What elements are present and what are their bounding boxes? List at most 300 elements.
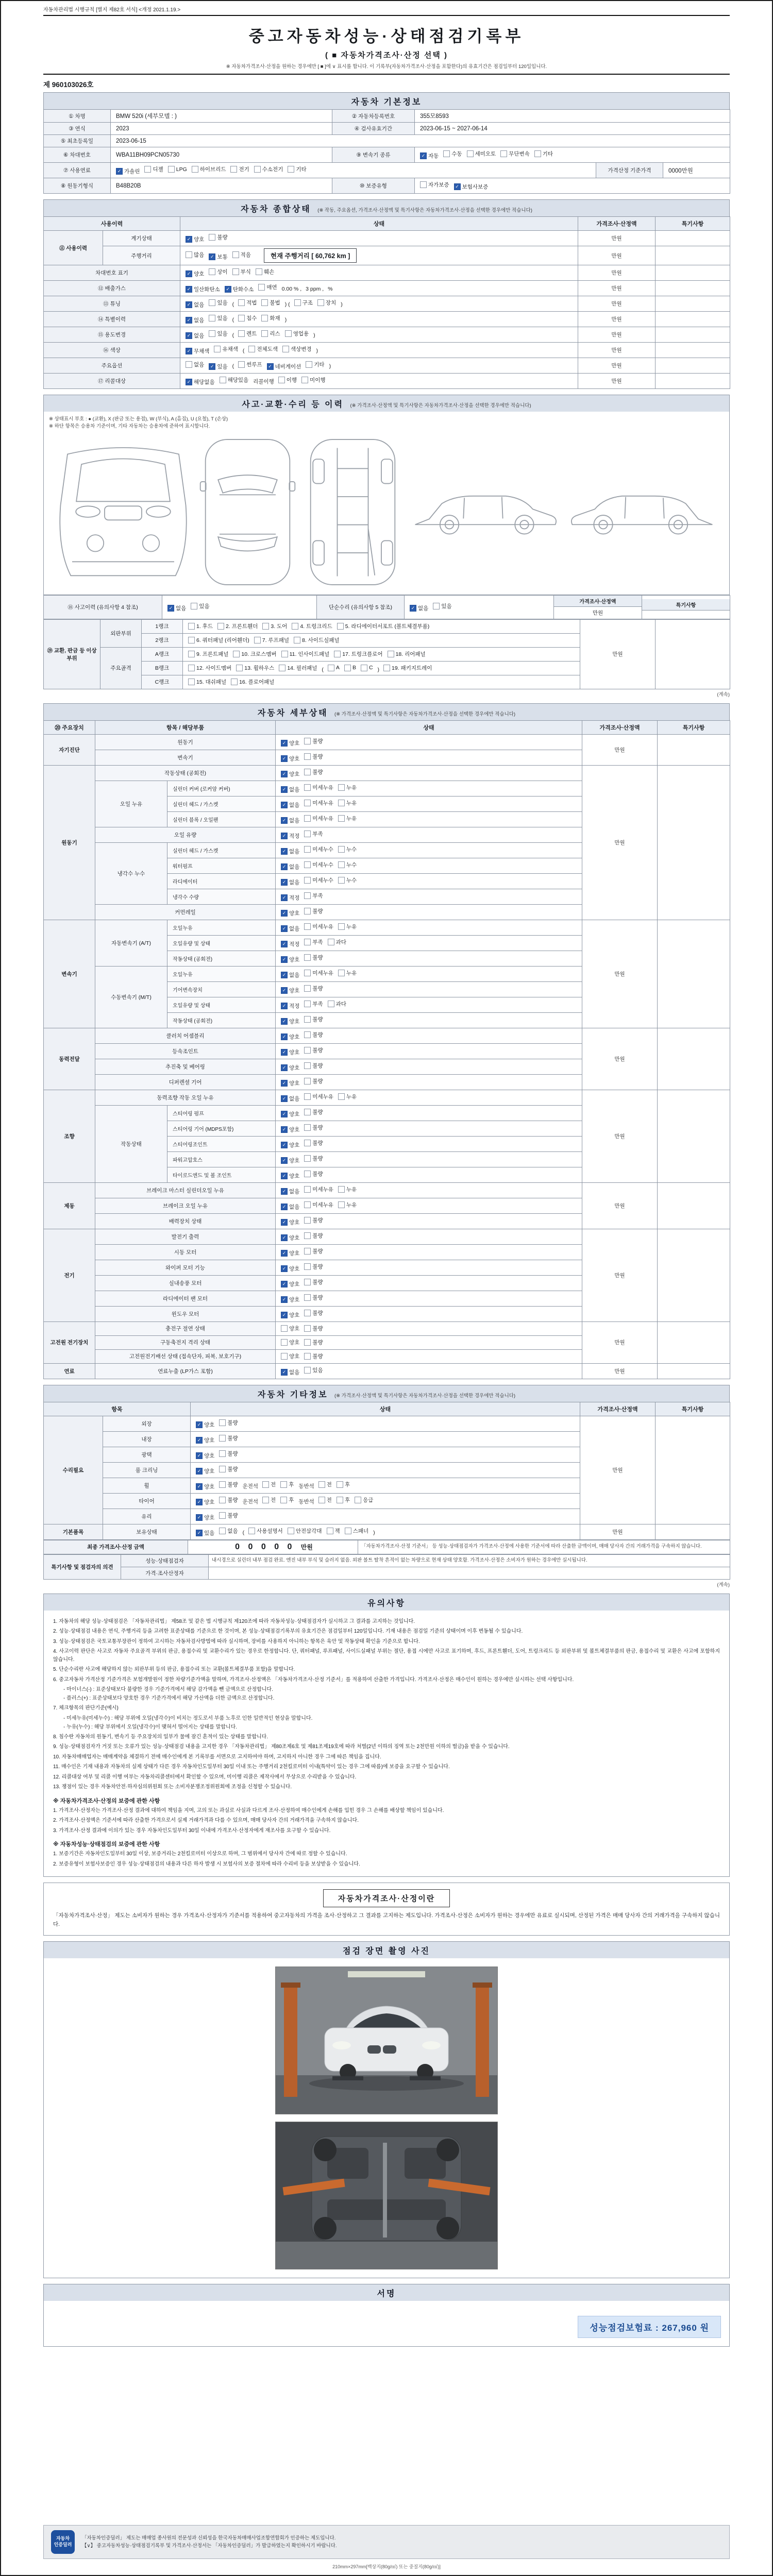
status-checkbox[interactable] — [383, 664, 432, 672]
checkbox-box-icon — [338, 877, 345, 884]
status-checkbox[interactable] — [217, 622, 258, 630]
status-checkbox[interactable] — [248, 1527, 283, 1535]
status-checkbox[interactable] — [317, 299, 336, 307]
checkbox-box-icon — [338, 923, 345, 930]
checkbox-label: 양호 — [194, 271, 205, 277]
status-checkbox[interactable] — [168, 166, 187, 173]
status-checkbox[interactable] — [304, 1216, 323, 1224]
status-checkbox[interactable] — [280, 1496, 294, 1504]
appraiser-role-label: 가격·조사산정자 — [121, 1567, 209, 1579]
status-checkbox[interactable] — [261, 330, 280, 337]
item-label: 연료누출 (LP가스 포함) — [95, 1363, 276, 1379]
status-checkbox[interactable] — [232, 268, 251, 276]
status-checkbox[interactable] — [196, 1529, 214, 1537]
note-cell — [658, 1321, 730, 1363]
checkbox-box-icon: ✓ — [196, 1421, 203, 1428]
checkbox-box-icon — [345, 1528, 351, 1534]
checkbox-box-icon — [301, 377, 308, 383]
status-checkbox[interactable] — [337, 622, 430, 630]
status-cell — [276, 1306, 582, 1321]
status-checkbox[interactable] — [338, 784, 357, 791]
status-checkbox[interactable] — [232, 251, 251, 259]
device-group-label: 전기 — [44, 1229, 95, 1321]
status-checkbox[interactable] — [186, 251, 204, 259]
checkbox-box-icon — [383, 665, 390, 671]
status-checkbox[interactable] — [281, 1157, 299, 1164]
checkbox-label: 전기 — [239, 166, 249, 173]
status-checkbox[interactable] — [304, 938, 323, 946]
checkbox-label: 불량 — [312, 1294, 323, 1301]
status-checkbox[interactable] — [500, 150, 530, 158]
status-checkbox[interactable] — [304, 753, 323, 760]
col-header-note: 특기사항 — [656, 1402, 730, 1416]
checkbox-box-icon: ✓ — [281, 1142, 288, 1148]
status-checkbox[interactable] — [467, 150, 496, 158]
status-checkbox[interactable] — [281, 1249, 299, 1257]
status-checkbox[interactable] — [262, 622, 287, 630]
status-checkbox[interactable] — [304, 1338, 323, 1346]
status-checkbox[interactable] — [355, 1496, 373, 1504]
checkbox-label: 불량 — [312, 1310, 323, 1316]
checkbox-box-icon — [355, 1497, 361, 1503]
status-checkbox[interactable] — [281, 739, 299, 747]
status-checkbox[interactable] — [209, 314, 227, 322]
status-checkbox[interactable] — [328, 1000, 346, 1008]
status-checkbox[interactable] — [306, 361, 324, 368]
checkbox-label: 부족 — [312, 1001, 323, 1007]
status-checkbox[interactable] — [238, 314, 257, 322]
status-checkbox[interactable] — [318, 1481, 332, 1488]
checkbox-box-icon — [328, 1001, 334, 1007]
checkbox-label: 장치 — [325, 300, 337, 306]
status-checkbox[interactable] — [167, 604, 186, 612]
status-checkbox[interactable] — [209, 233, 227, 241]
status-checkbox[interactable] — [304, 784, 333, 791]
status-checkbox[interactable] — [285, 330, 309, 337]
price-cell: 만원 — [582, 920, 658, 1028]
status-checkbox[interactable] — [219, 1419, 238, 1427]
status-checkbox[interactable] — [304, 1263, 323, 1270]
status-checkbox[interactable] — [304, 1247, 323, 1255]
checkbox-box-icon — [334, 651, 341, 657]
status-checkbox[interactable] — [338, 861, 357, 869]
status-checkbox[interactable] — [281, 755, 299, 762]
accident-status-row — [44, 595, 730, 619]
status-checkbox[interactable] — [281, 1265, 299, 1273]
final-price-digits: 0 0 0 0 0 — [235, 1542, 295, 1551]
status-checkbox[interactable] — [281, 1126, 299, 1133]
status-checkbox[interactable] — [281, 1095, 299, 1103]
status-checkbox[interactable] — [304, 907, 323, 915]
status-checkbox[interactable] — [338, 876, 357, 884]
status-checkbox[interactable] — [281, 1018, 299, 1025]
status-cell — [276, 1229, 582, 1244]
status-checkbox[interactable] — [281, 940, 299, 948]
status-cell — [276, 1291, 582, 1306]
checkbox-box-icon: ✓ — [281, 1173, 288, 1179]
status-checkbox[interactable] — [281, 650, 330, 658]
status-checkbox[interactable] — [292, 622, 332, 630]
status-checkbox[interactable] — [304, 1185, 333, 1193]
checkbox-label: 3. 도어 — [271, 623, 288, 630]
part-label: 스티어링조인트 — [167, 1136, 276, 1151]
status-checkbox[interactable] — [301, 376, 325, 384]
status-checkbox[interactable] — [281, 1203, 299, 1211]
status-checkbox[interactable] — [337, 1496, 350, 1504]
checkbox-box-icon: ✓ — [281, 1080, 288, 1087]
status-checkbox[interactable] — [338, 969, 357, 977]
status-checkbox[interactable] — [304, 892, 323, 900]
status-checkbox[interactable] — [188, 664, 231, 672]
status-checkbox[interactable] — [186, 347, 209, 355]
status-checkbox[interactable] — [281, 1048, 299, 1056]
status-checkbox[interactable] — [238, 299, 257, 307]
status-checkbox[interactable] — [338, 1201, 357, 1209]
status-checkbox[interactable] — [267, 363, 301, 370]
status-checkbox[interactable] — [281, 1172, 299, 1180]
status-checkbox[interactable] — [304, 1077, 323, 1085]
price-cell: 만원 — [582, 1090, 658, 1182]
status-checkbox[interactable] — [304, 1278, 323, 1286]
checkbox-box-icon — [231, 679, 238, 685]
status-checkbox[interactable] — [304, 1108, 323, 1116]
status-checkbox[interactable] — [304, 1201, 333, 1209]
checkbox-box-icon: ✓ — [267, 363, 274, 370]
checkbox-box-icon — [219, 1497, 226, 1503]
status-checkbox[interactable] — [233, 650, 276, 658]
checkbox-label: 양호 — [204, 1452, 215, 1459]
checkbox-box-icon — [248, 1528, 255, 1534]
status-checkbox[interactable] — [209, 363, 227, 370]
status-cell — [276, 935, 582, 951]
status-checkbox[interactable] — [304, 768, 323, 776]
status-checkbox[interactable] — [196, 1436, 214, 1444]
status-checkbox[interactable] — [238, 330, 257, 337]
status-checkbox[interactable] — [281, 1110, 299, 1118]
checkbox-label: 양호 — [289, 1173, 300, 1179]
detail-row — [44, 1321, 730, 1335]
checkbox-label: 불량 — [312, 1325, 323, 1332]
status-checkbox[interactable] — [254, 636, 289, 644]
part-label: 스티어링 기어 (MDPS포함) — [167, 1121, 276, 1136]
status-checkbox[interactable] — [345, 1527, 368, 1535]
status-checkbox[interactable] — [220, 376, 249, 384]
status-checkbox[interactable] — [281, 925, 299, 933]
status-checkbox[interactable] — [196, 1498, 214, 1506]
status-checkbox[interactable] — [209, 268, 227, 276]
status-checkbox[interactable] — [219, 1434, 238, 1442]
status-checkbox[interactable] — [219, 1465, 238, 1473]
detail-row — [44, 1028, 730, 1043]
status-checkbox[interactable] — [294, 299, 313, 307]
checkbox-label: 불량 — [312, 954, 323, 961]
status-checkbox[interactable] — [281, 817, 299, 824]
status-checkbox[interactable] — [281, 848, 299, 855]
status-checkbox[interactable] — [281, 1352, 299, 1360]
checkbox-label: 불량 — [227, 1481, 238, 1488]
status-checkbox[interactable] — [144, 165, 163, 173]
checkbox-box-icon: ✓ — [281, 910, 288, 917]
status-checkbox[interactable] — [262, 1496, 276, 1504]
status-checkbox[interactable] — [219, 1481, 238, 1488]
status-checkbox[interactable] — [281, 894, 299, 902]
status-checkbox[interactable] — [304, 1325, 323, 1332]
status-checkbox[interactable] — [209, 253, 227, 261]
status-checkbox[interactable] — [225, 285, 254, 293]
checkbox-box-icon — [219, 1450, 226, 1457]
status-checkbox[interactable] — [304, 1352, 323, 1360]
comprehensive-table — [43, 216, 730, 389]
paper-spec-note: 210mm×297mm[백상지(80g/㎡) 또는 중질지(80g/㎡)] — [332, 2564, 441, 2569]
status-checkbox[interactable] — [186, 285, 220, 293]
status-checkbox[interactable] — [304, 954, 323, 961]
status-checkbox[interactable] — [304, 1170, 323, 1178]
status-checkbox[interactable] — [219, 1496, 238, 1504]
status-checkbox[interactable] — [304, 1294, 323, 1301]
status-cell — [276, 1260, 582, 1275]
status-checkbox[interactable] — [410, 604, 428, 612]
appraiser-opinion-text — [209, 1567, 730, 1579]
checkbox-label: 2. 프론트휀더 — [225, 623, 258, 630]
status-checkbox[interactable] — [288, 165, 306, 173]
checkbox-label: 불량 — [227, 1512, 238, 1519]
status-checkbox[interactable] — [116, 167, 140, 175]
status-checkbox[interactable] — [304, 876, 333, 884]
status-checkbox[interactable] — [304, 1093, 333, 1100]
status-checkbox[interactable] — [288, 1527, 322, 1535]
status-checkbox[interactable] — [196, 1483, 214, 1490]
checkbox-box-icon: ✓ — [281, 1157, 288, 1164]
status-checkbox[interactable] — [248, 345, 278, 353]
status-checkbox[interactable] — [281, 1325, 299, 1332]
status-checkbox[interactable] — [304, 1309, 323, 1317]
status-checkbox[interactable] — [328, 938, 346, 946]
status-checkbox[interactable] — [281, 1280, 299, 1288]
status-checkbox[interactable] — [281, 1218, 299, 1226]
status-checkbox[interactable] — [186, 270, 204, 278]
status-checkbox[interactable] — [188, 636, 249, 644]
price-cell: 만원 — [580, 619, 656, 689]
status-checkbox[interactable] — [337, 1481, 350, 1488]
note-cell — [656, 1416, 730, 1524]
status-checkbox[interactable] — [209, 299, 227, 307]
status-checkbox[interactable] — [281, 1141, 299, 1149]
status-checkbox[interactable] — [186, 361, 204, 368]
status-checkbox[interactable] — [304, 969, 333, 977]
status-checkbox[interactable] — [420, 152, 439, 160]
status-checkbox[interactable] — [281, 863, 299, 871]
status-checkbox[interactable] — [282, 345, 312, 353]
checkbox-box-icon — [304, 1093, 311, 1100]
status-checkbox[interactable] — [304, 1015, 323, 1023]
field-value — [111, 163, 596, 178]
status-checkbox[interactable] — [304, 985, 323, 992]
status-checkbox[interactable] — [433, 602, 451, 610]
status-checkbox[interactable] — [304, 1000, 323, 1008]
status-checkbox[interactable] — [304, 1232, 323, 1240]
status-checkbox[interactable] — [279, 664, 317, 672]
status-checkbox[interactable] — [294, 636, 340, 644]
status-checkbox[interactable] — [281, 770, 299, 778]
checkbox-label: 양호 — [289, 1312, 300, 1318]
status-checkbox[interactable] — [281, 987, 299, 994]
status-checkbox[interactable] — [443, 150, 462, 158]
item-label: 냉각수 누수 — [95, 842, 167, 904]
status-checkbox[interactable] — [281, 909, 299, 917]
document-title: 중고자동차성능·상태점검기록부 — [248, 27, 525, 45]
status-checkbox[interactable] — [304, 1031, 323, 1039]
status-checkbox[interactable] — [281, 971, 299, 979]
status-checkbox[interactable] — [388, 650, 426, 658]
status-checkbox[interactable] — [281, 1368, 299, 1376]
status-checkbox[interactable] — [338, 845, 357, 853]
status-checkbox[interactable] — [304, 923, 333, 930]
status-checkbox[interactable] — [219, 1512, 238, 1519]
status-checkbox[interactable] — [304, 830, 323, 838]
status-checkbox[interactable] — [361, 665, 373, 671]
status-checkbox[interactable] — [188, 678, 226, 686]
status-checkbox[interactable] — [304, 1366, 323, 1374]
status-checkbox[interactable] — [281, 832, 299, 840]
status-checkbox[interactable] — [188, 650, 228, 658]
status-checkbox[interactable] — [196, 1452, 214, 1460]
part-label: 실린더 블록 / 오일팬 — [167, 811, 276, 827]
status-checkbox[interactable] — [209, 330, 227, 337]
status-checkbox[interactable] — [304, 799, 333, 807]
checkbox-box-icon: ✓ — [410, 605, 416, 612]
status-cell — [180, 312, 578, 327]
checkbox-label: 양호 — [289, 755, 300, 762]
checkbox-box-icon: ✓ — [196, 1437, 203, 1444]
status-checkbox[interactable] — [304, 737, 323, 745]
status-checkbox[interactable] — [338, 1093, 357, 1100]
status-checkbox[interactable] — [304, 861, 333, 869]
status-checkbox[interactable] — [281, 1002, 299, 1010]
status-checkbox[interactable] — [258, 283, 277, 291]
section-title: 사고·교환·수리 등 이력 — [242, 400, 344, 409]
group-label: 수리필요 — [44, 1416, 103, 1524]
checkbox-label: 16. 플로어패널 — [239, 679, 275, 685]
checkbox-box-icon — [294, 299, 301, 306]
status-checkbox[interactable] — [281, 956, 299, 963]
checkbox-label: 잭 — [334, 1528, 340, 1534]
status-checkbox[interactable] — [281, 1033, 299, 1041]
status-checkbox[interactable] — [262, 1481, 276, 1488]
price-survey-info-text: 「자동차가격조사·산정」 제도는 소비자가 원하는 경우 가격조사·산정자가 기준서를 적용하여 중고자동차의 가격을 조사·산정하고 그 결과를 고지하는 제도입니다. 가격조사·산정은 소비자가 원하는 경우에만 유료로 실시되며, 산정된 가격은 매매 당사자 간의 거래가격을 구속하지 않습니다. — [53, 1912, 720, 1927]
status-checkbox[interactable] — [281, 1338, 299, 1346]
status-checkbox[interactable] — [191, 602, 209, 610]
status-checkbox[interactable] — [219, 1527, 238, 1535]
status-checkbox[interactable] — [304, 1139, 323, 1147]
status-checkbox[interactable] — [254, 165, 283, 173]
status-checkbox[interactable] — [196, 1514, 214, 1521]
status-cell — [276, 1213, 582, 1229]
item-label: 작동상태 (공회전) — [95, 765, 276, 781]
checkbox-box-icon: ✓ — [281, 771, 288, 777]
status-checkbox[interactable] — [338, 799, 357, 807]
status-checkbox[interactable] — [534, 150, 553, 158]
note-cell — [656, 327, 730, 343]
status-checkbox[interactable] — [281, 1311, 299, 1319]
status-checkbox[interactable] — [186, 235, 204, 243]
status-checkbox[interactable] — [188, 622, 213, 630]
notice-item: 4. 사고이력 판단은 사고로 자동차 주요골격 부위의 판금, 용접수리 및 교환수리가 있는 경우로 한정합니다. 단, 쿼터패널, 루프패널, 사이드실패널 부위는 절단, 용접 시에만 사고로 표기하며, 후드, 프론트휀더, 도어, 트렁크리드 등 외판부위 및 볼트체결부품의 판금, 용접수리 및 교환은 사고에 포함하지 않습니다. — [53, 1649, 720, 1663]
status-checkbox[interactable] — [304, 1124, 323, 1131]
status-checkbox[interactable] — [281, 1079, 299, 1087]
status-checkbox[interactable] — [328, 665, 340, 671]
status-cell — [191, 1416, 580, 1431]
status-checkbox[interactable] — [192, 165, 226, 173]
status-checkbox[interactable] — [420, 181, 449, 189]
status-checkbox[interactable] — [281, 1064, 299, 1072]
checkbox-box-icon — [304, 1248, 311, 1255]
status-checkbox[interactable] — [256, 268, 274, 276]
status-checkbox[interactable] — [278, 376, 297, 384]
status-checkbox[interactable] — [338, 815, 357, 822]
status-checkbox[interactable] — [280, 1481, 294, 1488]
status-checkbox[interactable] — [186, 378, 215, 386]
row-label: 주행거리 — [103, 246, 180, 265]
status-checkbox[interactable] — [186, 316, 204, 324]
status-checkbox[interactable] — [304, 845, 333, 853]
status-checkbox[interactable] — [236, 664, 274, 672]
status-cell — [276, 981, 582, 997]
status-checkbox[interactable] — [344, 665, 356, 671]
status-checkbox[interactable] — [196, 1467, 214, 1475]
status-checkbox[interactable] — [238, 361, 262, 368]
status-checkbox[interactable] — [186, 332, 204, 340]
status-checkbox[interactable] — [186, 301, 204, 309]
rank-label: C랭크 — [142, 675, 183, 689]
status-checkbox[interactable] — [454, 183, 489, 191]
checkbox-label: 하이브리드 — [199, 166, 226, 173]
status-checkbox[interactable] — [281, 878, 299, 886]
status-checkbox[interactable] — [327, 1527, 340, 1535]
status-checkbox[interactable] — [338, 1185, 357, 1193]
rank-items-cell — [183, 633, 580, 647]
status-cell — [180, 246, 578, 265]
checkbox-label: 자가보증 — [428, 182, 449, 188]
status-checkbox[interactable] — [281, 786, 299, 793]
status-checkbox[interactable] — [196, 1421, 214, 1429]
status-checkbox[interactable] — [318, 1496, 332, 1504]
status-checkbox[interactable] — [281, 1234, 299, 1242]
status-checkbox[interactable] — [304, 1062, 323, 1070]
status-checkbox[interactable] — [304, 1046, 323, 1054]
status-checkbox[interactable] — [261, 299, 280, 307]
checkbox-label: 불량 — [227, 1466, 238, 1472]
status-checkbox[interactable] — [219, 1450, 238, 1458]
note-cell — [658, 765, 730, 920]
checkbox-box-icon: ✓ — [186, 301, 192, 308]
status-checkbox[interactable] — [214, 345, 238, 353]
checkbox-box-icon — [168, 166, 175, 173]
checkbox-box-icon — [304, 1232, 311, 1239]
status-checkbox[interactable] — [281, 1296, 299, 1303]
status-checkbox[interactable] — [230, 165, 249, 173]
status-checkbox[interactable] — [281, 801, 299, 809]
status-checkbox[interactable] — [261, 314, 280, 322]
notice-item: 3. 가격조사·산정 결과에 이의가 있는 경우 자동차인도일부터 30일 이내에 가격조사·산정자에게 재조사를 요구할 수 있습니다. — [53, 1827, 331, 1834]
rank-row — [44, 619, 730, 633]
status-checkbox[interactable] — [334, 650, 382, 658]
status-checkbox[interactable] — [281, 1188, 299, 1195]
status-checkbox[interactable] — [338, 923, 357, 930]
checkbox-box-icon: ✓ — [281, 925, 288, 932]
status-checkbox[interactable] — [304, 815, 333, 822]
status-checkbox[interactable] — [304, 1155, 323, 1162]
status-checkbox[interactable] — [231, 678, 274, 686]
